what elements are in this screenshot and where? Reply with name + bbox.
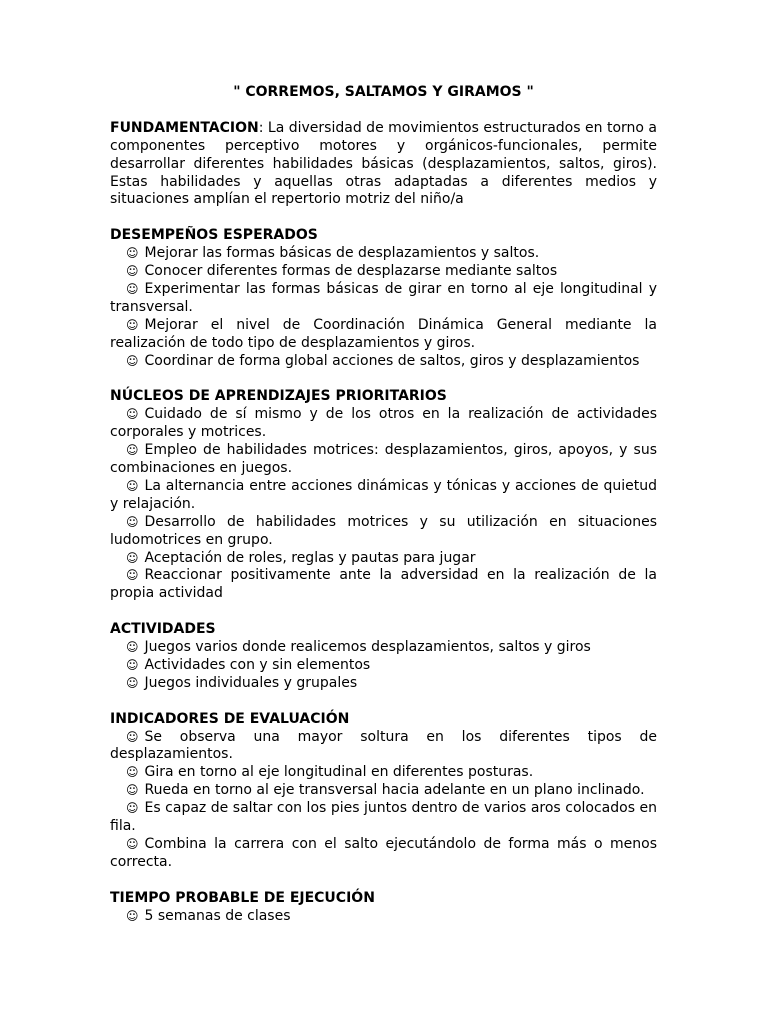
desempenos-heading: DESEMPEÑOS ESPERADOS: [110, 227, 318, 244]
smiley-icon: ☺: [126, 657, 139, 672]
smiley-icon: ☺: [126, 801, 139, 816]
list-item: [110, 281, 657, 317]
document-content: [110, 84, 657, 926]
list-item-text: 5 semanas de clases: [144, 907, 291, 924]
list-item-text: Actividades con y sin elementos: [144, 656, 371, 673]
actividades-section: [110, 621, 657, 693]
list-item-text: La alternancia entre acciones dinámicas y tónicas y acciones de quietud y relajación.: [110, 477, 657, 512]
smiley-icon: ☺: [126, 407, 139, 422]
smiley-icon: ☺: [126, 514, 139, 529]
spacer: [110, 603, 657, 621]
list-item: [110, 478, 657, 514]
smiley-icon: ☺: [126, 246, 139, 261]
list-item-text: Combina la carrera con el salto ejecutándolo de forma más o menos correcta.: [110, 835, 657, 870]
desempenos-section: [110, 227, 657, 370]
spacer: [110, 693, 657, 711]
smiley-icon: ☺: [126, 353, 139, 368]
actividades-list: [110, 639, 657, 693]
list-item-text: Es capaz de saltar con los pies juntos dentro de varios aros colocados en fila.: [110, 800, 657, 835]
list-item: [110, 836, 657, 872]
desempenos-list: [110, 245, 657, 370]
smiley-icon: ☺: [126, 550, 139, 565]
list-item-text: Mejorar el nivel de Coordinación Dinámica General mediante la realización de todo tipo de desplazamientos y giros.: [110, 316, 657, 351]
list-item-text: Mejorar las formas básicas de desplazamientos y saltos.: [144, 245, 540, 262]
list-item: [110, 764, 657, 782]
list-item: [110, 442, 657, 478]
list-item-text: Coordinar de forma global acciones de saltos, giros y desplazamientos: [144, 352, 640, 369]
list-item: [110, 567, 657, 603]
indicadores-heading: INDICADORES DE EVALUACIÓN: [110, 710, 350, 727]
tiempo-list: [110, 908, 657, 926]
list-item-text: Aceptación de roles, reglas y pautas para jugar: [144, 549, 476, 566]
smiley-icon: ☺: [126, 783, 139, 798]
nucleos-list: [110, 406, 657, 603]
list-item-text: Juegos individuales y grupales: [144, 674, 358, 691]
list-item: [110, 675, 657, 693]
smiley-icon: ☺: [126, 836, 139, 851]
list-item: [110, 729, 657, 765]
list-item-text: Experimentar las formas básicas de girar en torno al eje longitudinal y transversal.: [110, 280, 657, 315]
actividades-heading: ACTIVIDADES: [110, 621, 216, 638]
smiley-icon: ☺: [126, 443, 139, 458]
spacer: [110, 209, 657, 227]
smiley-icon: ☺: [126, 478, 139, 493]
smiley-icon: ☺: [126, 765, 139, 780]
list-item-text: Gira en torno al eje longitudinal en diferentes posturas.: [144, 764, 534, 781]
document-title: " CORREMOS, SALTAMOS Y GIRAMOS ": [233, 84, 534, 100]
spacer: [110, 102, 657, 120]
list-item-text: Se observa una mayor soltura en los diferentes tipos de desplazamientos.: [110, 728, 657, 763]
list-item: [110, 782, 657, 800]
list-item-text: Conocer diferentes formas de desplazarse mediante saltos: [144, 263, 558, 280]
tiempo-section: [110, 890, 657, 926]
list-item: [110, 800, 657, 836]
smiley-icon: ☺: [126, 568, 139, 583]
list-item-text: Desarrollo de habilidades motrices y su utilización en situaciones ludomotrices en grupo.: [110, 513, 657, 548]
spacer: [110, 370, 657, 388]
list-item: [110, 514, 657, 550]
list-item: [110, 263, 657, 281]
fundamentacion-text: : La diversidad de movimientos estructurados en torno a componentes perceptivo motores y orgánicos-funcionales, permite desarrollar diferentes habilidades básicas (desplazamientos, saltos, giros). Estas habilidades y aquellas otras adaptadas a diferentes medios y situaciones amplían el repertorio motriz del niño/a: [110, 119, 657, 208]
smiley-icon: ☺: [126, 317, 139, 332]
indicadores-list: [110, 729, 657, 872]
list-item: [110, 908, 657, 926]
indicadores-section: [110, 711, 657, 872]
list-item: [110, 353, 657, 371]
list-item: [110, 657, 657, 675]
list-item: [110, 639, 657, 657]
smiley-icon: ☺: [126, 729, 139, 744]
list-item: [110, 406, 657, 442]
fundamentacion-label: FUNDAMENTACION: [110, 119, 259, 136]
nucleos-heading: NÚCLEOS DE APRENDIZAJES PRIORITARIOS: [110, 388, 447, 405]
spacer: [110, 872, 657, 890]
list-item-text: Cuidado de sí mismo y de los otros en la realización de actividades corporales y motrices.: [110, 406, 657, 441]
list-item-text: Empleo de habilidades motrices: desplazamientos, giros, apoyos, y sus combinaciones en juegos.: [110, 442, 657, 476]
tiempo-heading: TIEMPO PROBABLE DE EJECUCIÓN: [110, 889, 375, 906]
nucleos-section: [110, 388, 657, 603]
smiley-icon: ☺: [126, 675, 139, 690]
list-item-text: Reaccionar positivamente ante la adversidad en la realización de la propia actividad: [110, 567, 657, 602]
smiley-icon: ☺: [126, 264, 139, 279]
list-item: [110, 550, 657, 568]
list-item-text: Juegos varios donde realicemos desplazamientos, saltos y giros: [144, 639, 591, 656]
smiley-icon: ☺: [126, 640, 139, 655]
list-item: [110, 245, 657, 263]
list-item-text: Rueda en torno al eje transversal hacia adelante en un plano inclinado.: [144, 782, 645, 799]
fundamentacion-paragraph: [110, 120, 657, 210]
smiley-icon: ☺: [126, 908, 139, 923]
smiley-icon: ☺: [126, 281, 139, 296]
list-item: [110, 317, 657, 353]
